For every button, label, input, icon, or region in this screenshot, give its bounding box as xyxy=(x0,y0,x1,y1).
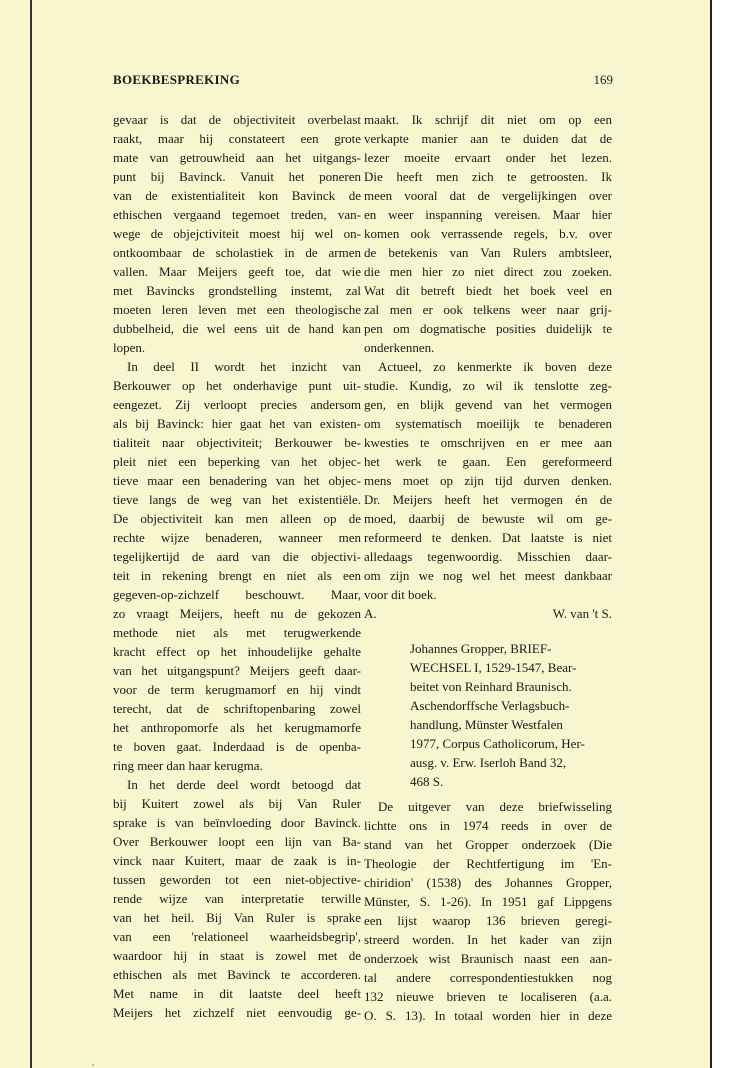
text-line: streerd worden. In het kader van zijn xyxy=(364,932,612,947)
text-line: van een 'relationeel waarheidsbegrip', xyxy=(113,929,361,944)
text-line: eengezet. Zij verloopt precies andersom xyxy=(113,397,361,412)
signature-author: W. van 't S. xyxy=(552,606,612,621)
text-line: te boven gaat. Inderdaad is de openba- xyxy=(113,739,361,754)
text-line: pen om dogmatische posities duidelijk te xyxy=(364,321,612,336)
page-header xyxy=(113,72,613,90)
new-review-text xyxy=(364,797,612,1025)
text-line: ethischen vergaand tegemoet treden, van- xyxy=(113,207,361,222)
citation-line: Aschendorffsche Verlagsbuch- xyxy=(410,698,570,713)
text-line: De objectiviteit kan men alleen op de xyxy=(113,511,361,526)
book-citation xyxy=(410,639,612,791)
text-line: tal andere correspondentiestukken nog xyxy=(364,970,612,985)
text-line: gevaar is dat de objectiviteit overbelast xyxy=(113,112,361,127)
text-line: 132 nieuwe brieven te localiseren (a.a. xyxy=(364,989,612,1004)
text-line: waardoor hij in staat is zowel met de xyxy=(113,948,361,963)
text-line: In het derde deel wordt betoogd dat xyxy=(127,777,361,792)
text-line: mate van getrouwheid aan het uitgangs- xyxy=(113,150,361,165)
text-line: zo vraagt Meijers, heeft nu de gekozen xyxy=(113,606,361,621)
text-line: ethischen als met Bavinck te accorderen. xyxy=(113,967,361,982)
review-conclusion xyxy=(364,110,612,604)
text-line: voor dit boek. xyxy=(364,587,437,602)
text-line: kracht effect op het inhoudelijke gehalte xyxy=(113,644,361,659)
text-line: tegelijkertijd de aard van die objectivi- xyxy=(113,549,361,564)
text-line: chiridion' (1538) des Johannes Gropper, xyxy=(364,875,612,890)
left-column xyxy=(113,110,361,1022)
text-line: terecht, dat de schriftopenbaring zowel xyxy=(113,701,361,716)
text-line: De uitgever van deze briefwisseling xyxy=(378,799,612,814)
text-line: lichtte ons in 1974 reeds in over de xyxy=(364,818,612,833)
citation-line: ausg. v. Erw. Iserloh Band 32, xyxy=(410,755,567,770)
text-line: stand van het Gropper onderzoek (Die xyxy=(364,837,612,852)
text-line: zal men er ook telkens weer naar grij- xyxy=(364,302,612,317)
text-line: ontkoombaar de scholastiek in de armen xyxy=(113,245,361,260)
text-line: alledaags tegenwoordig. Misschien daar- xyxy=(364,549,612,564)
citation-line: handlung, Münster Westfalen xyxy=(410,717,563,732)
text-line: rechte wijze benaderen, wanneer men xyxy=(113,530,361,545)
text-line: om systematisch moeilijk te benaderen xyxy=(364,416,612,431)
scan-left-edge xyxy=(30,0,32,1068)
text-line: In deel II wordt het inzicht van xyxy=(127,359,361,374)
text-line: bij Kuitert zowel als bij Van Ruler xyxy=(113,796,361,811)
text-line: lezer moeite ervaart onder het lezen. xyxy=(364,150,612,165)
text-line: het werk te gaan. Een gereformeerd xyxy=(364,454,612,469)
text-line: Met name in dit laatste deel heeft xyxy=(113,986,361,1001)
text-line: verkapte manier aan te duiden dat de xyxy=(364,131,612,146)
text-line: Over Berkouwer loopt een lijn van Ba- xyxy=(113,834,361,849)
text-line: komen ook verrassende regels, b.v. over xyxy=(364,226,612,241)
citation-line: beitet von Reinhard Braunisch. xyxy=(410,679,572,694)
running-title: BOEKBESPREKING xyxy=(113,72,241,87)
text-line: van de existentialiteit kon Bavinck de xyxy=(113,188,361,203)
text-line: mens moet op zijn tijd durven denken. xyxy=(364,473,612,488)
text-line: kwesties te omschrijven en er mee aan xyxy=(364,435,612,450)
text-line: en weer inspanning vereisen. Maar hier xyxy=(364,207,612,222)
text-line: tieve langs de weg van het existentiële. xyxy=(113,492,361,507)
text-line: dubbelheid, die wel eens uit de hand kan xyxy=(113,321,361,336)
citation-line: Johannes Gropper, BRIEF- xyxy=(410,641,552,656)
text-line: een lijst waarop 136 brieven geregi- xyxy=(364,913,612,928)
text-line: onderkennen. xyxy=(364,340,435,355)
text-line: rende wijze van interpretatie terwille xyxy=(113,891,361,906)
citation-line: 1977, Corpus Catholicorum, Her- xyxy=(410,736,585,751)
citation-line: WECHSEL I, 1529-1547, Bear- xyxy=(410,660,577,675)
text-line: raakt, maar hij constateert een grote xyxy=(113,131,361,146)
text-line: van het heil. Bij Van Ruler is sprake xyxy=(113,910,361,925)
text-line: tialiteit naar objectiviteit; Berkouwer be- xyxy=(113,435,361,450)
text-line: studie. Kundig, zo wil ik tenslotte zeg- xyxy=(364,378,612,393)
text-line: vallen. Maar Meijers geeft toe, dat wie xyxy=(113,264,361,279)
right-column xyxy=(364,110,612,1025)
text-line: Theologie der Rechtfertigung im 'En- xyxy=(364,856,612,871)
text-line: het anthropomorfe als het kerugmamorfe xyxy=(113,720,361,735)
text-line: moed, daarbij de bewuste wil om ge- xyxy=(364,511,612,526)
text-line: de betekenis van Van Rulers ambtsleer, xyxy=(364,245,612,260)
signature-initial: A. xyxy=(364,606,377,621)
text-line: Dr. Meijers heeft het vermogen én de xyxy=(364,492,612,507)
text-line: Actueel, zo kenmerkte ik boven deze xyxy=(378,359,612,374)
scan-right-margin xyxy=(710,0,738,1068)
text-line: tussen geworden tot een niet-objective- xyxy=(113,872,361,887)
citation-line: 468 S. xyxy=(410,774,444,789)
text-line: om zijn we nog wel het meest dankbaar xyxy=(364,568,612,583)
text-line: met Bavincks grondstelling instemt, zal xyxy=(113,283,361,298)
text-line: onderzoek wist Braunisch naast een aan- xyxy=(364,951,612,966)
text-line: voor de term kerugmamorf en hij vindt xyxy=(113,682,361,697)
text-line: methode niet als met terugwerkende xyxy=(113,625,361,640)
text-line: wege de objejctiviteit moest hij wel on- xyxy=(113,226,361,241)
text-line: vinck naar Kuitert, maar de zaak is in- xyxy=(113,853,361,868)
text-line: O. S. 13). In totaal worden hier in deze xyxy=(364,1008,612,1023)
review-signature xyxy=(364,604,612,623)
text-line: sprake is van beïnvloeding door Bavinck. xyxy=(113,815,361,830)
text-line: maakt. Ik schrijf dit niet om op een xyxy=(364,112,612,127)
text-line: Wat dit betreft biedt het boek veel en xyxy=(364,283,612,298)
text-line: punt bij Bavinck. Vanuit het poneren xyxy=(113,169,361,184)
text-line: van het uitgangspunt? Meijers geeft daar- xyxy=(113,663,361,678)
text-line: teit in rekening brengt en niet als een xyxy=(113,568,361,583)
text-line: Meijers het zichzelf niet eenvoudig ge- xyxy=(113,1005,361,1020)
scan-speck: , xyxy=(92,1057,95,1067)
text-line: gegeven-op-zichzelf beschouwt. Maar, xyxy=(113,587,361,602)
text-line: Die heeft men zich te getroosten. Ik xyxy=(364,169,612,184)
text-line: Münster, S. 1-26). In 1951 gaf Lippgens xyxy=(364,894,612,909)
text-line: moeten leren leven met een theologische xyxy=(113,302,361,317)
text-line: die men hier zo niet direct zou zoeken. xyxy=(364,264,612,279)
text-line: pleit niet een beperking van het objec- xyxy=(113,454,361,469)
text-line: gen, en blijk gevend van het vermogen xyxy=(364,397,612,412)
text-line: lopen. xyxy=(113,340,146,355)
text-line: Berkouwer op het onderhavige punt uit- xyxy=(113,378,361,393)
page-number: 169 xyxy=(593,72,613,87)
text-line: als bij Bavinck: hier gaat het van existen- xyxy=(113,416,361,431)
text-line: reformeerd te denken. Dat laatste is niet xyxy=(364,530,612,545)
text-line: tieve maar een benadering van het objec- xyxy=(113,473,361,488)
text-line: meen vooral dat de vergelijkingen over xyxy=(364,188,612,203)
text-line: ring meer dan haar kerugma. xyxy=(113,758,263,773)
